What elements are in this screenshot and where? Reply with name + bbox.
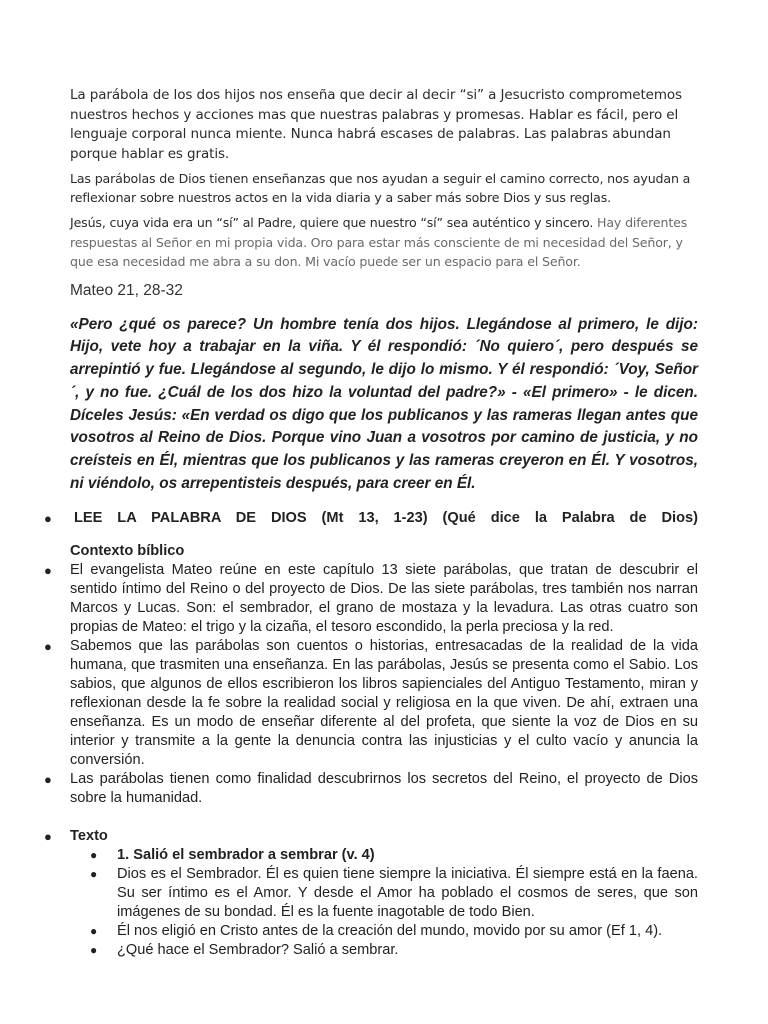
main-list	[44, 509, 698, 528]
gospel-quote: «Pero ¿qué os parece? Un hombre tenía dos hijos. Llegándose al primero, le dijo: Hijo, vete hoy a trabajar en la viña. Y él respondió: ´No quiero´, pero después se arrepintió y fue. Llegándose al segundo, le dijo lo mismo. Y él respondió: ´Voy, Señor ´, y no fue. ¿Cuál de los dos hizo la voluntad del padre?» - «El primero» - le dicen. Díceles Jesús: «En verdad os digo que los publicanos y las rameras llegan antes que vosotros al Reino de Dios. Porque vino Juan a vosotros por camino de justicia, y no creísteis en Él, mientras que los publicanos y las rameras creyeron en Él. Y vosotros, ni viéndolo, os arrepentisteis después, para creer en Él.	[70, 315, 698, 493]
texto-sublist	[70, 846, 698, 960]
bullet-icon: ●	[90, 923, 98, 938]
list-item-lee	[44, 509, 698, 528]
bullet-icon: ●	[44, 510, 52, 526]
list-item	[44, 561, 698, 637]
bullet-icon: ●	[44, 562, 52, 578]
bullet-icon: ●	[90, 942, 98, 957]
intro-paragraph-2: Las parábolas de Dios tienen enseñanzas que nos ayudan a seguir el camino correcto, nos ayudan a reflexionar sobre nuestros actos en la vida diaria y a saber más sobre Dios y sus reglas.	[70, 171, 691, 205]
texto-list	[44, 827, 698, 960]
sub-list-item	[90, 865, 698, 922]
bullet-icon: ●	[44, 828, 52, 844]
contexto-bullet-2: Sabemos que las parábolas son cuentos o historias, entresacadas de la realidad de la vida humana, que trasmiten una enseñanza. En las parábolas, Jesús se presenta como el Sabio. Los sabios, que algunos de ellos escribieron los libros sapienciales del Antiguo Testamento, miran y reflexionan desde la fe sobre la realidad social y religiosa en la que viven. De ahí, extraen una enseñanza. Es un modo de enseñar diferente al del profeta, que siente la voz de Dios en su interior y transmite a la gente la denuncia contra las injusticias y el culto vacío y anuncia la conversión.	[70, 637, 698, 768]
list-item	[44, 770, 698, 808]
list-item-texto	[44, 827, 698, 960]
sub-text: ¿Qué hace el Sembrador? Salió a sembrar.	[117, 941, 399, 958]
bullet-icon: ●	[90, 847, 98, 862]
intro-paragraph-3-dark: Jesús, cuya vida era un “sí” al Padre, quiere que nuestro “sí” sea auténtico y sincero.	[70, 215, 594, 230]
sub-text: Él nos eligió en Cristo antes de la creación del mundo, movido por su amor (Ef 1, 4).	[117, 922, 663, 939]
sub-heading: 1. Salió el sembrador a sembrar (v. 4)	[117, 846, 375, 863]
sub-list-item	[90, 922, 698, 941]
contexto-list	[44, 561, 698, 808]
intro-paragraph-1: La parábola de los dos hijos nos enseña que decir al decir “si” a Jesucristo comprometemos nuestros hechos y acciones mas que nuestras palabras y promesas. Hablar es fácil, pero el lenguaje corporal nunca miente. Nunca habrá escases de palabras. Las palabras abundan porque hablar es gratis.	[70, 87, 682, 162]
document-page	[44, 86, 698, 960]
sub-list-item	[90, 846, 698, 865]
sub-list-item	[90, 941, 698, 960]
study-section	[44, 509, 698, 960]
lee-heading: LEE LA PALABRA DE DIOS (Mt 13, 1-23) (Qué dice la Palabra de Dios)	[74, 509, 698, 526]
scripture-reference: Mateo 21, 28-32	[70, 281, 183, 299]
contexto-bullet-3: Las parábolas tienen como finalidad descubrirnos los secretos del Reino, el proyecto de Dios sobre la humanidad.	[70, 770, 698, 806]
bullet-icon: ●	[90, 866, 98, 881]
sub-text: Dios es el Sembrador. Él es quien tiene siempre la iniciativa. Él siempre está en la faena. Su ser íntimo es el Amor. Y desde el Amor ha poblado el cosmos de seres, que son imágenes de su bondad. Él es la fuente inagotable de todo Bien.	[117, 865, 698, 920]
contexto-bullet-1: El evangelista Mateo reúne en este capítulo 13 siete parábolas, que tratan de descubrir el sentido íntimo del Reino o del proyecto de Dios. De las siete parábolas, tres también nos narran Marcos y Lucas. Son: el sembrador, el grano de mostaza y la levadura. Las otras cuatro son propias de Mateo: el trigo y la cizaña, el tesoro escondido, la perla preciosa y la red.	[70, 561, 698, 635]
bullet-icon: ●	[44, 638, 52, 654]
bullet-icon: ●	[44, 771, 52, 787]
intro-paragraph-3-gray: Hay diferentes respuestas al Señor en mi propia vida. Oro para estar más consciente de mi necesidad del Señor, y que esa necesidad me abra a su don. Mi vacío puede ser un espacio para el Señor.	[70, 215, 688, 269]
intro-paragraph-3	[70, 213, 698, 272]
contexto-heading: Contexto bíblico	[70, 542, 185, 559]
texto-heading: Texto	[70, 827, 108, 844]
list-item	[44, 637, 698, 770]
